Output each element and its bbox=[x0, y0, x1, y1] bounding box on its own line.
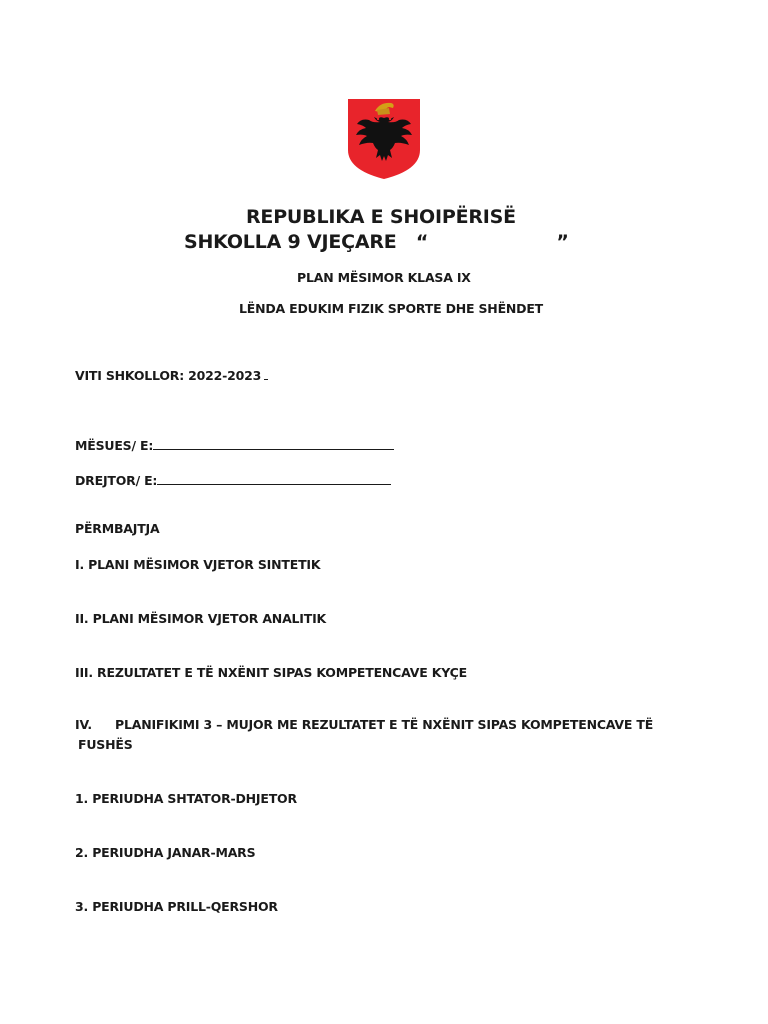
contents-item-iv-cont: FUSHËS bbox=[78, 737, 133, 752]
director-label: DREJTOR/ E: bbox=[75, 473, 158, 488]
school-title: SHKOLLA 9 VJEÇARE “ ” bbox=[184, 231, 569, 253]
school-year-label: VITI SHKOLLOR: 2022-2023 bbox=[75, 368, 262, 383]
contents-heading: PËRMBAJTJA bbox=[75, 521, 160, 536]
period-item: 1. PERIUDHA SHTATOR-DHJETOR bbox=[75, 791, 297, 806]
contents-item-iv-number: IV. bbox=[75, 717, 92, 732]
contents-item-iv bbox=[75, 715, 653, 755]
teacher-line bbox=[75, 437, 394, 453]
contents-item: I. PLANI MËSIMOR VJETOR SINTETIK bbox=[75, 557, 321, 572]
plan-title: PLAN MËSIMOR KLASA IX bbox=[297, 270, 471, 285]
director-blank bbox=[157, 472, 391, 485]
period-item: 2. PERIUDHA JANAR-MARS bbox=[75, 845, 256, 860]
contents-item: III. REZULTATET E TË NXËNIT SIPAS KOMPETENCAVE KYÇE bbox=[75, 665, 467, 680]
subject-title: LËNDA EDUKIM FIZIK SPORTE DHE SHËNDET bbox=[239, 301, 544, 316]
school-year-line bbox=[75, 368, 268, 383]
period-item: 3. PERIUDHA PRILL-QERSHOR bbox=[75, 899, 278, 914]
teacher-label: MËSUES/ E: bbox=[75, 438, 154, 453]
republic-title: REPUBLIKA E SHOIPËRISË bbox=[246, 206, 516, 228]
director-line bbox=[75, 472, 391, 488]
teacher-blank bbox=[153, 437, 394, 450]
school-year-underline bbox=[264, 369, 268, 380]
albania-coat-of-arms-icon bbox=[347, 98, 421, 180]
contents-item: II. PLANI MËSIMOR VJETOR ANALITIK bbox=[75, 611, 327, 626]
contents-item-iv-text: PLANIFIKIMI 3 – MUJOR ME REZULTATET E TË NXËNIT SIPAS KOMPETENCAVE TË bbox=[115, 717, 654, 732]
